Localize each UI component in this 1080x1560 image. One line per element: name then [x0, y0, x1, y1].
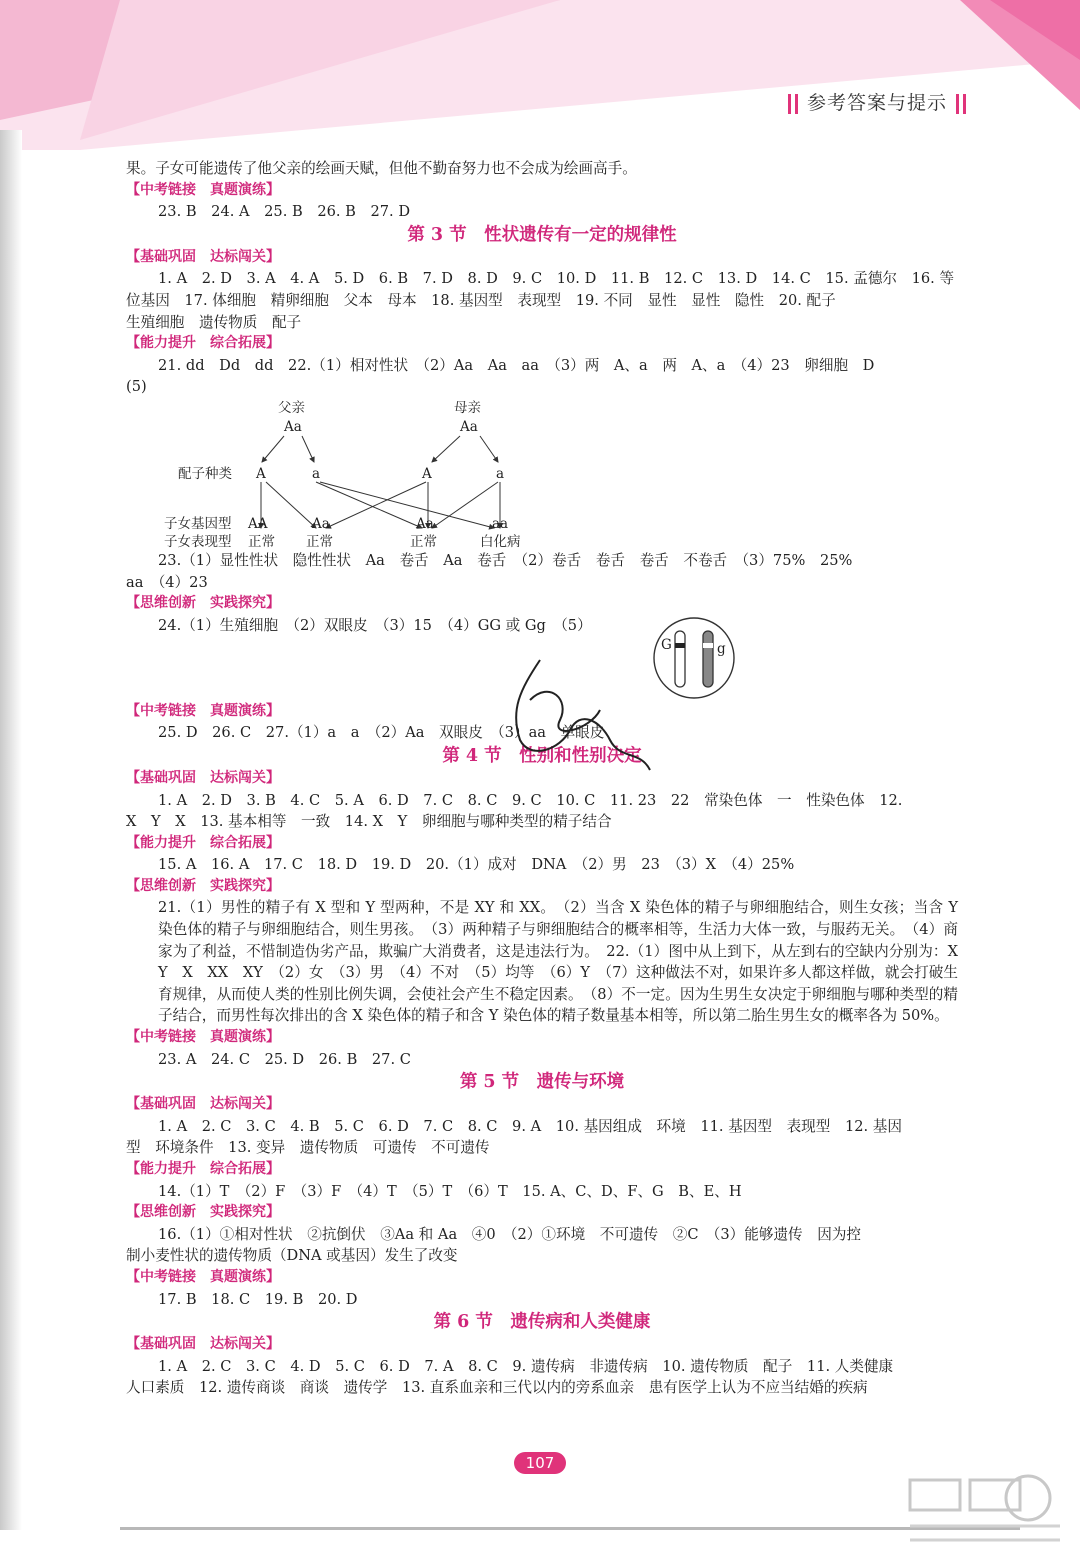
section-title: 第 4 节 性别和性别决定 — [442, 745, 642, 766]
child-phenotype: 正常 — [306, 533, 333, 550]
child-genotype: Aa — [416, 515, 434, 532]
section-tag: 【基础巩固 达标闯关】 — [126, 248, 280, 265]
child-phenotype: 正常 — [410, 533, 437, 550]
child-phenotype: 白化病 — [480, 533, 521, 550]
text-line: 15. A 16. A 17. C 18. D 19. D 20.（1）成对 DNA （2）男 23 （3）X （4）25% — [158, 856, 795, 874]
text-line: 人口素质 12. 遗传商谈 商谈 遗传学 13. 直系血亲和三代以内的旁系血亲 患有医学上认为不应当结婚的疾病 — [126, 1379, 868, 1397]
section-tag: 【思维创新 实践探究】 — [126, 877, 280, 894]
section-title: 第 3 节 性状遗传有一定的规律性 — [407, 224, 677, 245]
header-title-text: 参考答案与提示 — [806, 92, 947, 114]
text-line: 23. A 24. C 25. D 26. B 27. C — [158, 1050, 411, 1068]
footer-rule — [120, 1527, 1020, 1530]
text-line: 14.（1）T （2）F （3）F （4）T （5）T （6）T 15. A、C、D、F、G B、E、H — [158, 1182, 742, 1200]
text-line: 17. B 18. C 19. B 20. D — [158, 1290, 358, 1308]
text-line: 位基因 17. 体细胞 精卵细胞 父本 母本 18. 基因型 表现型 19. 不同 显性 显性 隐性 20. 配子 — [126, 291, 836, 309]
gamete: A — [256, 465, 266, 482]
gamete-label: 配子种类 — [178, 465, 232, 482]
text-line: 制小麦性状的遗传物质（DNA 或基因）发生了改变 — [126, 1247, 458, 1265]
child-phenotype: 正常 — [248, 533, 275, 550]
text-line: aa （4）23 — [126, 573, 208, 591]
text-line: 果。子女可能遗传了他父亲的绘画天赋，但他不勤奋努力也不会成为绘画高手。 — [126, 160, 637, 177]
child-genotype: Aa — [312, 515, 330, 532]
text-line: 16.（1）①相对性状 ②抗倒伏 ③Aa 和 Aa ④0 （2）①环境 不可遗传 ②C （3）能够遗传 因为控 — [158, 1225, 862, 1243]
child-genotype: aa — [492, 515, 509, 532]
allele-label: G — [661, 636, 672, 653]
text-line: 21. dd Dd dd 22.（1）相对性状 （2）Aa Aa aa （3）两 A、a 两 A、a （4）23 卵细胞 D — [158, 356, 875, 374]
section-tag: 【中考链接 真题演练】 — [126, 702, 280, 719]
mother-genotype: Aa — [460, 418, 478, 435]
chromosome-pair-diagram — [651, 615, 737, 701]
section-tag: 【基础巩固 达标闯关】 — [126, 1336, 280, 1353]
text-line: 1. A 2. D 3. A 4. A 5. D 6. B 7. D 8. D 9. C 10. D 11. B 12. C 13. D 14. C 15. 孟德尔 16. 等 — [158, 270, 955, 288]
section-tag: 【能力提升 综合拓展】 — [126, 834, 280, 851]
section-tag: 【基础巩固 达标闯关】 — [126, 1096, 280, 1113]
child-genotype: AA — [248, 515, 268, 532]
text-line: 生殖细胞 遗传物质 配子 — [126, 313, 302, 331]
text-line: 1. A 2. C 3. C 4. B 5. C 6. D 7. C 8. C 9. A 10. 基因组成 环境 11. 基因型 表现型 12. 基因 — [158, 1117, 902, 1135]
text-line: 23. B 24. A 25. B 26. B 27. D — [158, 203, 411, 221]
gamete: a — [496, 465, 505, 482]
section-tag: 【中考链接 真题演练】 — [126, 1268, 280, 1285]
header-title — [786, 88, 968, 115]
text-line: 25. D 26. C 27.（1）a a （2）Aa 双眼皮 （3）aa 单眼皮 — [158, 724, 605, 742]
section-tag: 【能力提升 综合拓展】 — [126, 1161, 280, 1177]
page-gutter-shadow — [0, 130, 22, 1530]
text-line: 1. A 2. C 3. C 4. D 5. C 6. D 7. A 8. C 9. 遗传病 非遗传病 10. 遗传物质 配子 11. 人类健康 — [158, 1357, 894, 1375]
text-line: X Y X 13. 基本相等 一致 14. X Y 卵细胞与哪种类型的精子结合 — [126, 813, 612, 831]
text-line: 23.（1）显性性状 隐性性状 Aa 卷舌 Aa 卷舌 （2）卷舌 卷舌 卷舌 不卷舌 （3）75% 25% — [158, 551, 853, 569]
section-title: 第 5 节 遗传与环境 — [459, 1072, 625, 1093]
gamete: a — [312, 465, 321, 482]
section-title: 第 6 节 遗传病和人类健康 — [433, 1312, 651, 1333]
section-tag: 【思维创新 实践探究】 — [126, 1204, 280, 1221]
genetic-cross-diagram — [126, 398, 958, 550]
section-tag: 【基础巩固 达标闯关】 — [126, 769, 280, 786]
text-line: 型 环境条件 13. 变异 遗传物质 可遗传 不可遗传 — [126, 1139, 490, 1157]
allele-label: g — [717, 640, 726, 657]
header-banner — [0, 0, 1080, 150]
father-genotype: Aa — [284, 418, 302, 435]
child-phenotype-label: 子女表现型 — [164, 533, 232, 550]
section-tag: 【思维创新 实践探究】 — [126, 595, 280, 612]
father-label: 父亲 — [278, 399, 305, 416]
child-genotype-label: 子女基因型 — [164, 515, 232, 532]
text-line: (5) — [126, 378, 147, 396]
text-line: 1. A 2. D 3. B 4. C 5. A 6. D 7. C 8. C 9. C 10. C 11. 23 22 常染色体 一 性染色体 12. — [158, 791, 903, 809]
section-tag: 【中考链接 真题演练】 — [126, 1029, 280, 1046]
page-number: 107 — [514, 1452, 566, 1474]
text-paragraph: 21.（1）男性的精子有 X 型和 Y 型两种，不是 XY 和 XX。 （2）当含 X 染色体的精子与卵细胞结合，则生女孩；当含 Y 染色体的精子与卵细胞结合，则生男孩。 （3）两种精子与卵细胞结合的概率相等，生活力大体一致，与服药无关。 （4）商家为了利益，不惜制造伪劣产品，欺骗广大消费者，这是违法行为。 22.（1）图中从上到下，从左到右的空缺内分别为：X Y X XX XY （2）女 （3）男 （4）不对 （5）均等 （6）Y （7）这种做法不对，如果许多人都这样做，就会打破生育规律，从而使人类的性别比例失调，会使社会产生不稳定因素。 （8）不一定。因为生男生女决定于卵细胞与哪种类型的精子结合，而男性每次排出的含 X 染色体的精子和含 Y 染色体的精子数量基本相等，所以第二胎生男生女的概率各为 50%。 — [158, 899, 973, 1025]
site-watermark-logo — [900, 1470, 1070, 1550]
section-tag: 【能力提升 综合拓展】 — [126, 335, 280, 352]
gamete: A — [422, 465, 432, 482]
section-tag: 【中考链接 真题演练】 — [126, 181, 280, 198]
mother-label: 母亲 — [454, 399, 481, 416]
text-line: 24.（1）生殖细胞 （2）双眼皮 （3）15 （4）GG 或 Gg （5） — [158, 616, 592, 634]
handwritten-watermark — [500, 650, 660, 800]
